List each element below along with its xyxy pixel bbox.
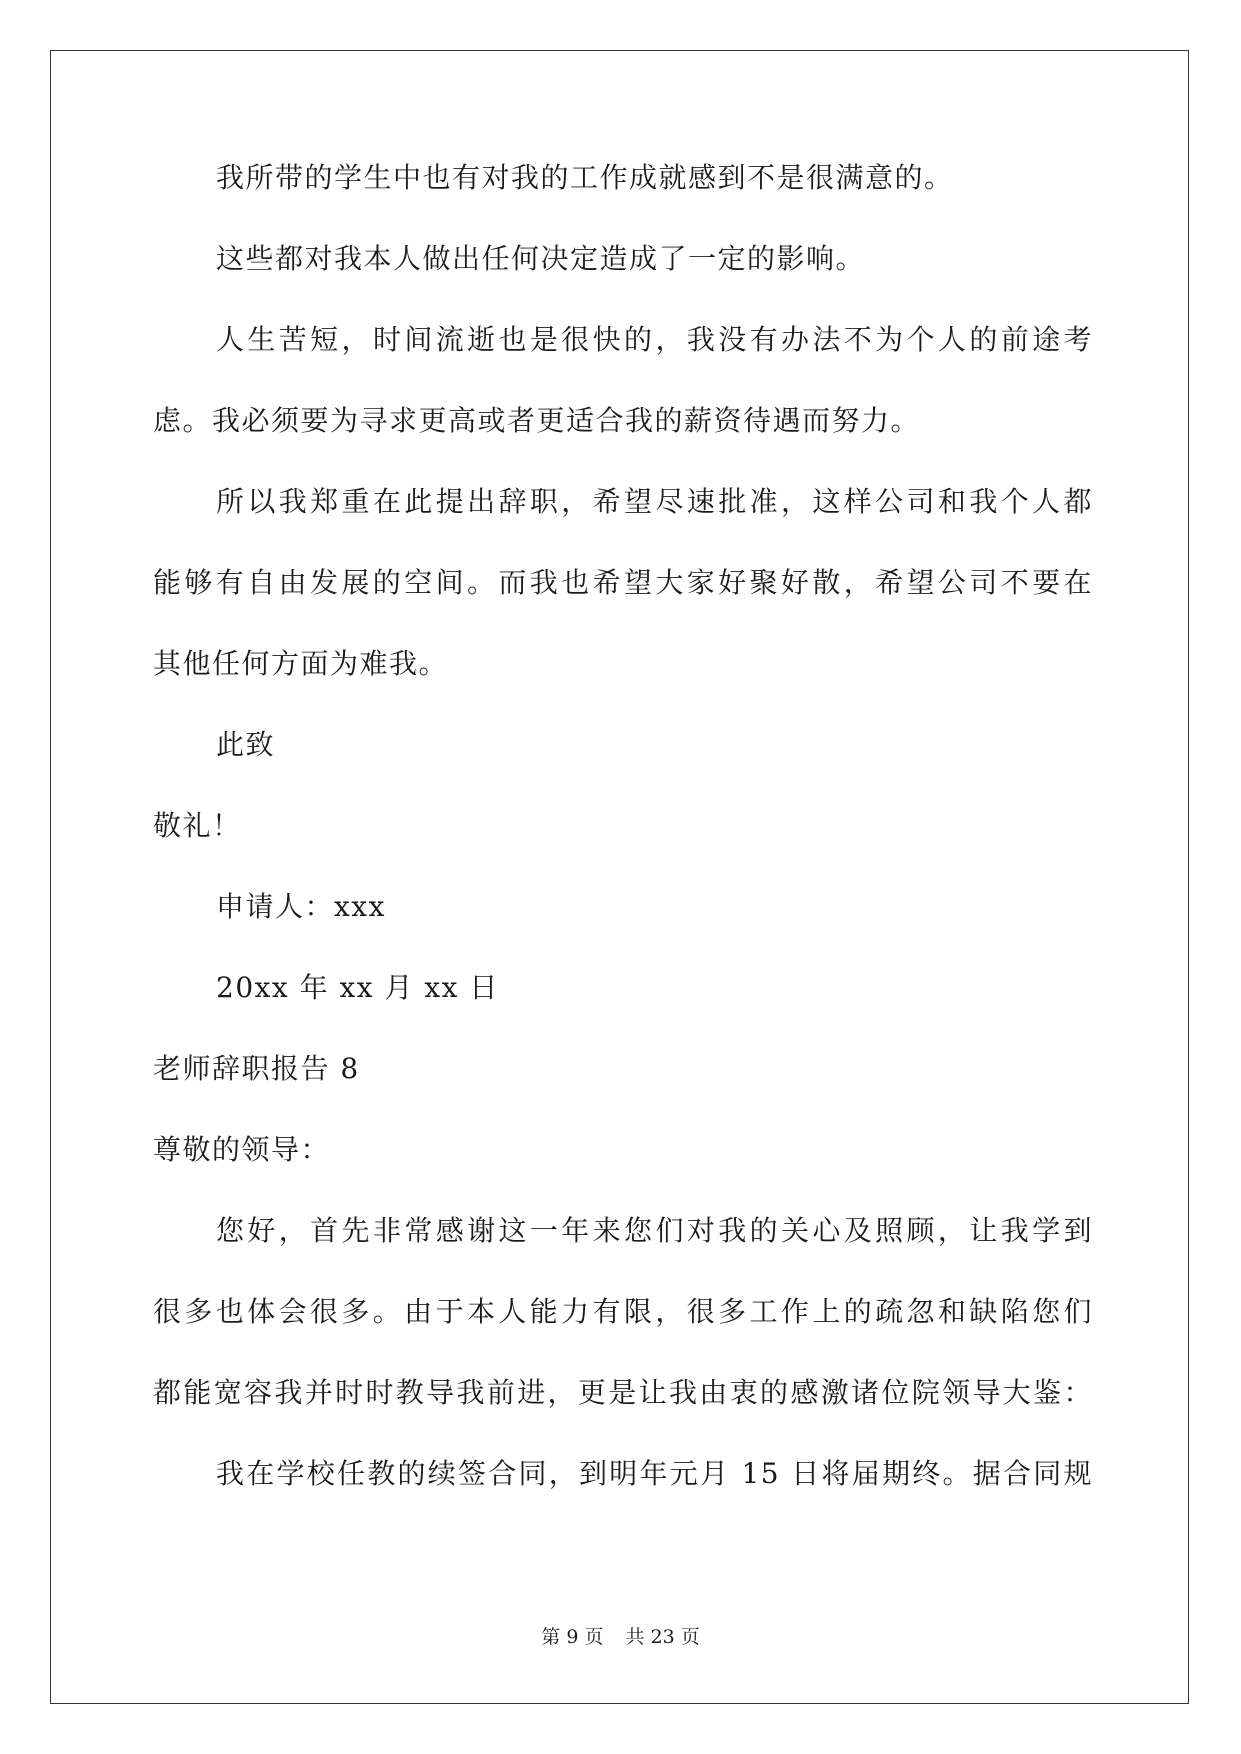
paragraph-line: 其他任何方面为难我。 (153, 647, 449, 680)
page-total: 共 23 页 (625, 1626, 700, 1648)
paragraph-line: 您好，首先非常感谢这一年来您们对我的关心及照顾，让我学到 (216, 1214, 1093, 1247)
paragraph-line: 人生苦短，时间流逝也是很快的，我没有办法不为个人的前途考 (216, 323, 1093, 356)
greeting: 尊敬的领导： (153, 1133, 331, 1166)
paragraph-line: 都能宽容我并时时教导我前进，更是让我由衷的感激诸位院领导大鉴： (153, 1376, 1093, 1409)
closing-regards: 敬礼！ (153, 809, 242, 842)
closing-salutation: 此致 (216, 728, 276, 761)
paragraph-line: 能够有自由发展的空间。而我也希望大家好聚好散，希望公司不要在 (153, 566, 1093, 599)
paragraph-line: 我在学校任教的续签合同，到明年元月 15 日将届期终。据合同规 (216, 1457, 1093, 1490)
paragraph-line: 这些都对我本人做出任何决定造成了一定的影响。 (216, 242, 866, 275)
section-title: 老师辞职报告 8 (153, 1052, 360, 1085)
paragraph-line: 很多也体会很多。由于本人能力有限，很多工作上的疏忽和缺陷您们 (153, 1295, 1093, 1328)
paragraph-line: 虑。我必须要为寻求更高或者更适合我的薪资待遇而努力。 (153, 404, 921, 437)
paragraph-line: 我所带的学生中也有对我的工作成就感到不是很满意的。 (216, 161, 954, 194)
paragraph-line: 所以我郑重在此提出辞职，希望尽速批准，这样公司和我个人都 (216, 485, 1093, 518)
letter-date: 20xx 年 xx 月 xx 日 (216, 971, 499, 1004)
applicant-signature: 申请人：xxx (216, 890, 386, 923)
page-footer (0, 1625, 1241, 1649)
page-number: 第 9 页 (541, 1626, 604, 1648)
